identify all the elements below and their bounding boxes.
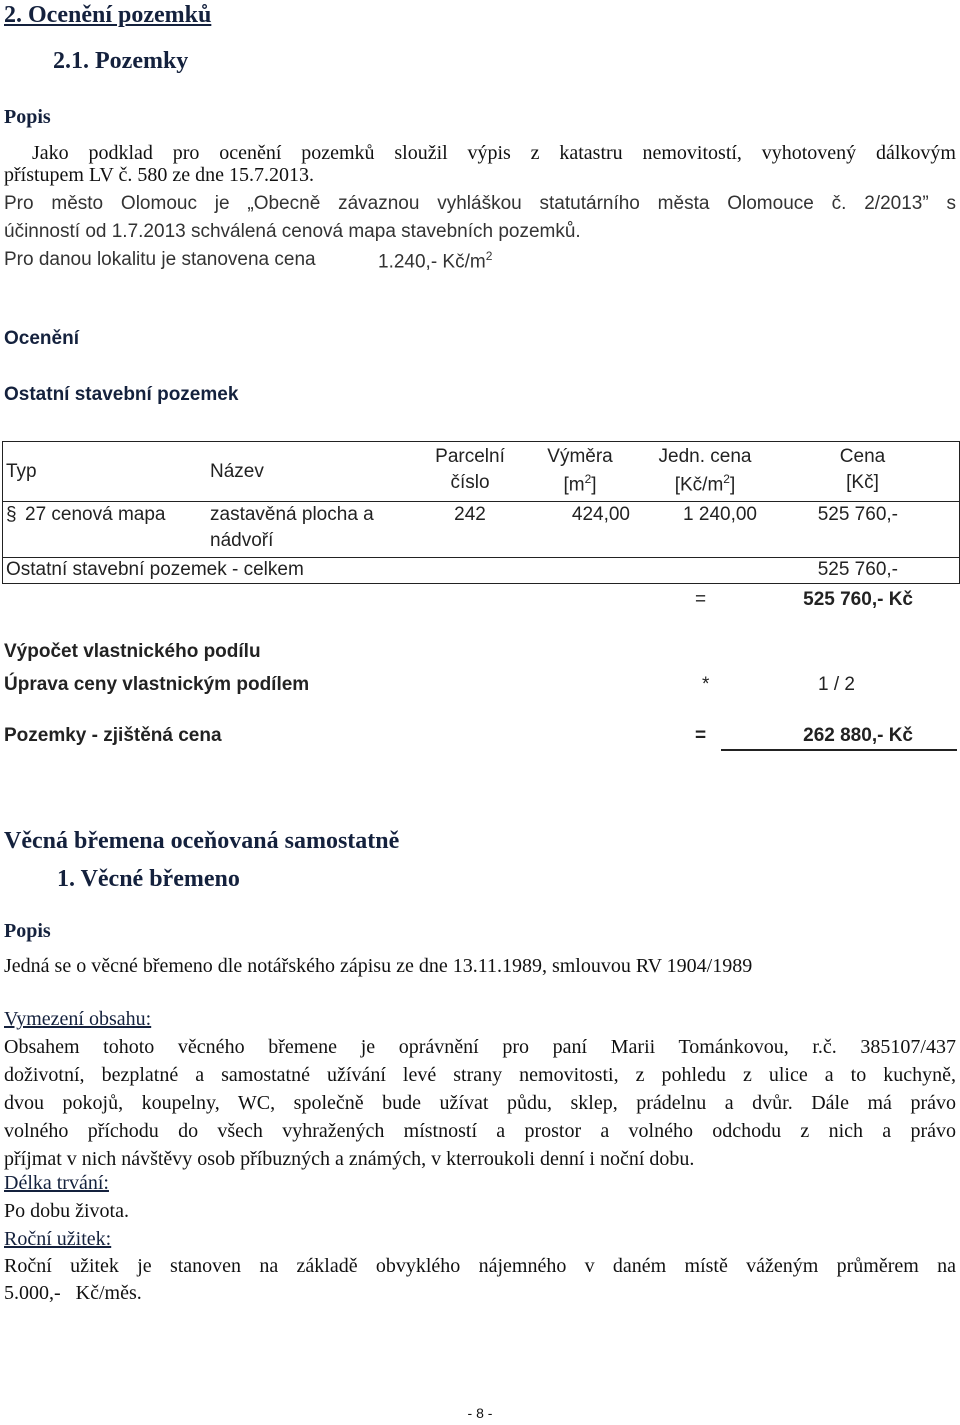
oceneni-sublabel: Ostatní stavební pozemek <box>4 384 239 405</box>
th-jedn-unit: [Kč/m <box>674 474 724 496</box>
subsection-heading: 2.1. Pozemky <box>53 48 189 74</box>
vymezeni-label: Vymezení obsahu: <box>4 1008 152 1030</box>
row-marker: § <box>6 504 17 525</box>
delka-label: Délka trvání: <box>4 1172 109 1194</box>
th-jedn-sup: 2 <box>723 472 730 486</box>
th-nazev: Název <box>210 461 264 482</box>
bremena-popis-text: Jedná se o věcné břemeno dle notářského zápisu ze dne 13.11.1989, smlouvou RV 1904/1989 <box>4 955 753 977</box>
th-cena-1: Cena <box>839 446 886 467</box>
uprava-op: * <box>702 674 710 695</box>
th-vymera-close: ] <box>591 474 597 496</box>
popis-line-2: přístupem LV č. 580 ze dne 15.7.2013. <box>4 164 314 186</box>
row-typ: 27 cenová mapa <box>25 504 166 525</box>
delka-text: Po dobu života. <box>4 1200 129 1222</box>
rocni-line-2: 5.000,- Kč/měs. <box>4 1282 142 1304</box>
popis-line-1: Jako podklad pro ocenění pozemků sloužil výpis z katastru nemovitostí, vyhotovený dálkovým <box>32 142 956 164</box>
sum-value: 525 760,- Kč <box>803 589 913 610</box>
th-parcelni-1: Parcelní <box>435 446 505 467</box>
th-jedn-1: Jedn. cena <box>658 446 752 467</box>
uprava-value: 1 / 2 <box>818 674 855 695</box>
popis-line-4: účinností od 1.7.2013 schválená cenová mapa stavebních pozemků. <box>4 221 581 242</box>
section-heading: 2. Ocenění pozemků <box>4 2 212 28</box>
th-cena-2: [Kč] <box>846 472 879 493</box>
th-jedn-2 <box>640 472 770 496</box>
oceneni-label: Ocenění <box>4 328 79 349</box>
popis-line-5-prefix: Pro danou lokalitu je stanovena cena <box>4 249 316 270</box>
row-parcela: 242 <box>454 504 486 525</box>
table-total-divider <box>2 557 960 558</box>
bremena-popis-label: Popis <box>4 920 51 942</box>
obsah-line-2: doživotní, bezplatné a samostatné užívání levé strany nemovitosti, z pohledu z ulice a to kuchyně, <box>4 1064 956 1086</box>
sum-eq: = <box>695 589 707 610</box>
th-parcelni-2: číslo <box>450 472 490 493</box>
total-value: 525 760,- <box>817 559 898 580</box>
obsah-line-4: volného příchodu do všech vyhražených místností a prostor a volného odchodu z nich a právo <box>4 1120 956 1142</box>
row-cena: 525 760,- <box>817 504 898 525</box>
th-typ: Typ <box>6 461 37 482</box>
total-label: Ostatní stavební pozemek - celkem <box>6 559 304 580</box>
uprava-label: Úprava ceny vlastnickým podílem <box>4 674 310 695</box>
rocni-label: Roční užitek: <box>4 1228 112 1250</box>
result-eq: = <box>695 725 707 746</box>
table-header-divider <box>2 501 960 502</box>
popis-line-3: Pro město Olomouc je „Obecně závaznou vyhláškou statutárního města Olomouce č. 2/2013” s <box>4 193 956 214</box>
popis-price-value: 1.240,- Kč/m <box>378 251 486 273</box>
row-nazev-1: zastavěná plocha a <box>210 504 374 525</box>
result-label: Pozemky - zjištěná cena <box>4 725 222 746</box>
result-value: 262 880,- Kč <box>803 725 913 746</box>
th-vymera-2 <box>520 472 640 496</box>
popis-price-sup: 2 <box>485 249 493 263</box>
podil-title: Výpočet vlastnického podílu <box>4 641 261 662</box>
bremena-title: Věcná břemena oceňovaná samostatně <box>4 828 400 854</box>
page-number: - 8 - <box>467 1405 493 1421</box>
th-vymera-sup: 2 <box>584 472 592 486</box>
rocni-line-1: Roční užitek je stanoven na základě obvyklého nájemného v daném místě váženým průměrem na <box>4 1255 956 1277</box>
row-jedn-cena: 1 240,00 <box>683 504 757 525</box>
obsah-line-1: Obsahem tohoto věcného břemene je oprávnění pro paní Marii Tománkovou, r.č. 385107/437 <box>4 1036 956 1058</box>
th-vymera-1: Výměra <box>547 446 613 467</box>
th-vymera-unit: [m <box>563 474 585 496</box>
popis-price <box>378 249 492 273</box>
obsah-line-3: dvou pokojů, koupelny, WC, společně bude užívat půdu, sklep, prádelnu a dvůr. Dále má právo <box>4 1092 956 1114</box>
result-underline <box>721 749 957 751</box>
th-jedn-close: ] <box>729 474 736 496</box>
row-nazev-2: nádvoří <box>210 530 274 551</box>
obsah-line-5: příjmat v nich návštěvy osob příbuzných a známých, v kterroukoli denní i noční dobu. <box>4 1148 695 1170</box>
row-vymera: 424,00 <box>571 504 630 525</box>
popis-label: Popis <box>4 106 51 128</box>
bremena-subtitle: 1. Věcné břemeno <box>57 866 240 892</box>
table-bottom-divider <box>2 583 960 584</box>
